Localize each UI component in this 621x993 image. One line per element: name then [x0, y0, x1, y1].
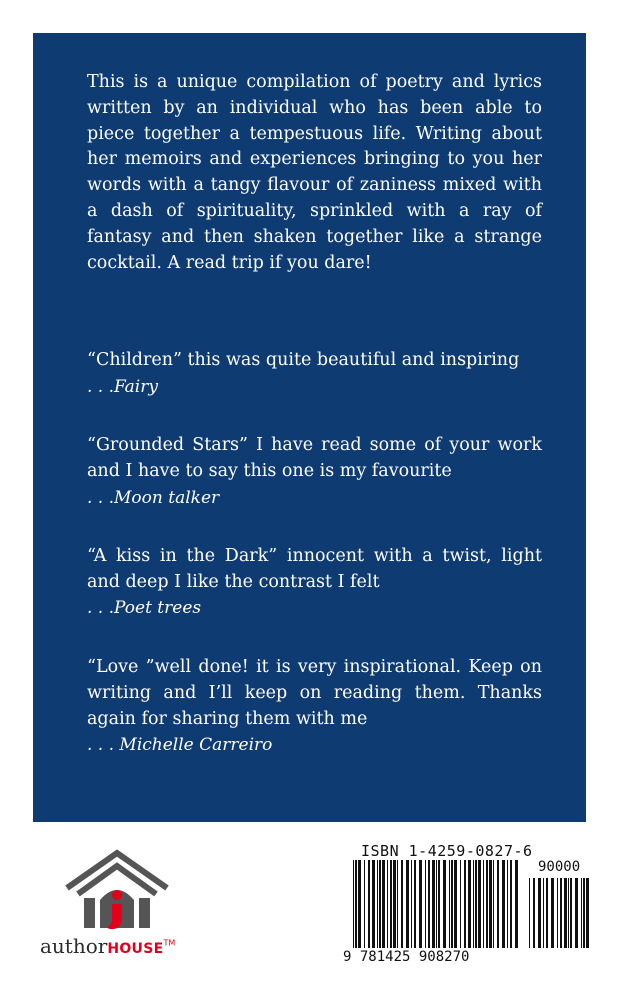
publisher-name-part2: HOUSE — [107, 941, 164, 957]
publisher-logo-icon — [62, 848, 172, 932]
reviewer-name: . . .Moon talker — [87, 488, 220, 508]
publisher-wordmark — [40, 934, 175, 958]
reviewer-name: . . .Poet trees — [87, 598, 202, 618]
review-text: “A kiss in the Dark” innocent with a twist, light and deep I like the contrast I felt — [87, 546, 542, 592]
ean-digits: 9 781425 908270 — [343, 949, 470, 965]
publisher-logo — [40, 848, 210, 958]
review-text: “Children” this was quite beautiful and inspiring — [87, 350, 520, 370]
review-text: “Love ”well done! it is very inspirational. Keep on writing and I’ll keep on reading them. Thanks again for sharing them with me — [87, 657, 542, 729]
barcode-addon-number: 90000 — [538, 859, 581, 875]
reviewer-name: . . . Michelle Carreiro — [87, 735, 273, 755]
review-text: “Grounded Stars” I have read some of your work and I have to say this one is my favourite — [87, 435, 542, 481]
publisher-name-part1: author — [40, 934, 108, 958]
trademark-symbol: TM — [163, 938, 176, 948]
book-blurb: This is a unique compilation of poetry and lyrics written by an individual who has been able to piece together a tempestuous life. Writing about her memoirs and experiences bringing to you her words with a tangy flavour of zaniness mixed with a dash of spirituality, sprinkled with a ray of fantasy and then shaken together like a strange cocktail. A read trip if you dare! — [87, 72, 542, 273]
barcode-bars — [343, 860, 591, 950]
isbn-barcode — [343, 842, 591, 967]
isbn-label: ISBN 1-4259-0827-6 — [361, 842, 533, 860]
reviewer-name: . . .Fairy — [87, 377, 158, 397]
